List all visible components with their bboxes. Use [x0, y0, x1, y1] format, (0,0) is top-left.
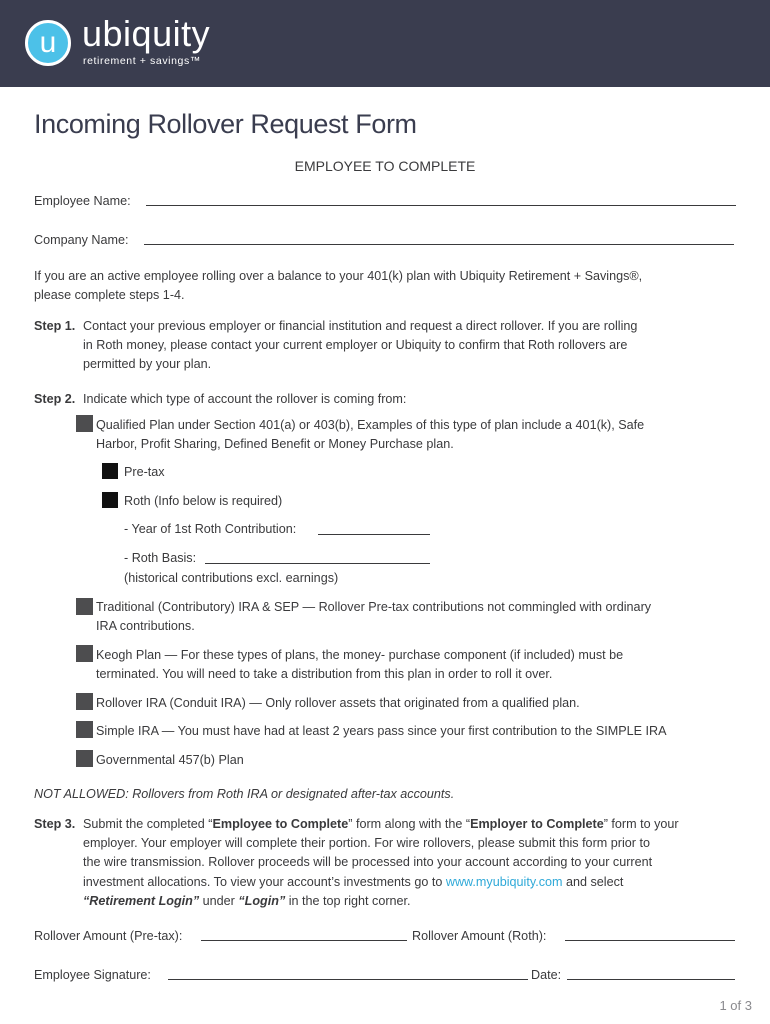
- simple-ira-title: Simple IRA: [96, 724, 159, 738]
- traditional-ira-checkbox[interactable]: [76, 598, 93, 615]
- rollover-ira-title: Rollover IRA (Conduit IRA): [96, 696, 246, 710]
- step-3-text: in the top right corner.: [285, 894, 411, 908]
- keogh-plan-desc-2: terminated. You will need to take a distribution from this plan in order to roll it over.: [96, 667, 553, 681]
- step-3-line: [83, 873, 623, 892]
- traditional-ira-desc-2: IRA contributions.: [96, 619, 195, 633]
- step-2-label: Step 2.: [34, 392, 76, 406]
- qualified-plan-checkbox[interactable]: [76, 415, 93, 432]
- step-1-line: Contact your previous employer or financial institution and request a direct rollover. If you are rolling: [83, 319, 638, 333]
- step-3-label: Step 3.: [34, 817, 76, 831]
- step-3-text: ” form along with the “: [348, 817, 471, 831]
- keogh-plan-desc: — For these types of plans, the money- purchase component (if included) must be: [161, 648, 624, 662]
- not-allowed-note: NOT ALLOWED: Rollovers from Roth IRA or designated after-tax accounts.: [34, 787, 455, 801]
- company-name-field[interactable]: [144, 244, 734, 245]
- step-3-text: investment allocations. To view your account’s investments go to: [83, 875, 446, 889]
- traditional-ira-title: Traditional (Contributory) IRA & SEP: [96, 600, 299, 614]
- pretax-checkbox[interactable]: [102, 463, 118, 479]
- qualified-plan-desc: , Examples of this type of plan include a 401(k), Safe: [350, 418, 645, 432]
- simple-ira-option: [96, 722, 667, 741]
- rollover-roth-field[interactable]: [565, 940, 735, 941]
- keogh-plan-option: [96, 646, 623, 665]
- brand-header: [0, 0, 770, 87]
- rollover-pretax-field[interactable]: [201, 940, 407, 941]
- step-3-text: and select: [562, 875, 624, 889]
- qualified-plan-desc-2: Harbor, Profit Sharing, Defined Benefit or Money Purchase plan.: [96, 437, 454, 451]
- company-name-label: Company Name:: [34, 233, 129, 247]
- keogh-plan-title: Keogh Plan: [96, 648, 162, 662]
- employee-name-label: Employee Name:: [34, 194, 131, 208]
- employer-to-complete-ref: Employer to Complete: [470, 817, 604, 831]
- governmental-457b-checkbox[interactable]: [76, 750, 93, 767]
- step-3-line: [83, 815, 679, 834]
- myubiquity-link[interactable]: www.myubiquity.com: [445, 875, 563, 889]
- brand-name: ubiquity: [82, 13, 211, 54]
- login-ref: “Login”: [238, 894, 286, 908]
- step-1-line: permitted by your plan.: [83, 357, 212, 371]
- logo-icon: [25, 20, 71, 66]
- qualified-plan-option: [96, 416, 644, 435]
- simple-ira-checkbox[interactable]: [76, 721, 93, 738]
- retirement-login-ref: “Retirement Login”: [83, 894, 200, 908]
- keogh-plan-checkbox[interactable]: [76, 645, 93, 662]
- roth-basis-label: - Roth Basis:: [124, 551, 197, 565]
- step-3-text: under: [199, 894, 239, 908]
- rollover-roth-label: Rollover Amount (Roth):: [412, 929, 547, 943]
- step-3-text: Submit the completed “: [83, 817, 213, 831]
- roth-label: Roth (Info below is required): [124, 494, 283, 508]
- step-3-line: employer. Your employer will complete their portion. For wire rollovers, please submit this form prior to: [83, 836, 650, 850]
- form-title: Incoming Rollover Request Form: [34, 109, 417, 139]
- step-3-text: ” form to your: [603, 817, 679, 831]
- employee-name-field[interactable]: [146, 205, 736, 206]
- step-2-intro: Indicate which type of account the rollover is coming from:: [83, 392, 407, 406]
- roth-basis-field[interactable]: [205, 563, 430, 564]
- intro-line-1: If you are an active employee rolling over a balance to your 401(k) plan with Ubiquity Retirement + Savings®,: [34, 269, 643, 283]
- roth-basis-note: (historical contributions excl. earnings): [124, 571, 339, 585]
- page-number: 1 of 3: [719, 998, 752, 1013]
- signature-field[interactable]: [168, 979, 528, 980]
- step-3-line: the wire transmission. Rollover proceeds will be processed into your account according to your current: [83, 855, 653, 869]
- qualified-plan-title: Qualified Plan under Section 401(a) or 403(b): [96, 418, 351, 432]
- rollover-ira-option: [96, 694, 580, 713]
- rollover-pretax-label: Rollover Amount (Pre-tax):: [34, 929, 183, 943]
- rollover-ira-checkbox[interactable]: [76, 693, 93, 710]
- intro-line-2: please complete steps 1-4.: [34, 288, 185, 302]
- step-1-label: Step 1.: [34, 319, 76, 333]
- simple-ira-desc: — You must have had at least 2 years pass since your first contribution to the SIMPLE IRA: [158, 724, 667, 738]
- date-field[interactable]: [567, 979, 735, 980]
- employee-to-complete-ref: Employee to Complete: [212, 817, 349, 831]
- roth-year-field[interactable]: [318, 534, 430, 535]
- step-1-line: in Roth money, please contact your current employer or Ubiquity to confirm that Roth rollovers are: [83, 338, 628, 352]
- rollover-ira-desc: — Only rollover assets that originated from a qualified plan.: [245, 696, 580, 710]
- traditional-ira-option: [96, 598, 651, 617]
- traditional-ira-desc: — Rollover Pre-tax contributions not commingled with ordinary: [298, 600, 652, 614]
- roth-checkbox[interactable]: [102, 492, 118, 508]
- roth-year-label: - Year of 1st Roth Contribution:: [124, 522, 297, 536]
- logo-letter: u: [39, 26, 57, 59]
- brand-tagline: retirement + savings™: [83, 55, 201, 67]
- step-3-line: [83, 892, 411, 911]
- pretax-label: Pre-tax: [124, 465, 165, 479]
- section-heading: EMPLOYEE TO COMPLETE: [294, 158, 476, 174]
- governmental-457b-title: Governmental 457(b) Plan: [96, 753, 244, 767]
- date-label: Date:: [531, 968, 562, 982]
- signature-label: Employee Signature:: [34, 968, 151, 982]
